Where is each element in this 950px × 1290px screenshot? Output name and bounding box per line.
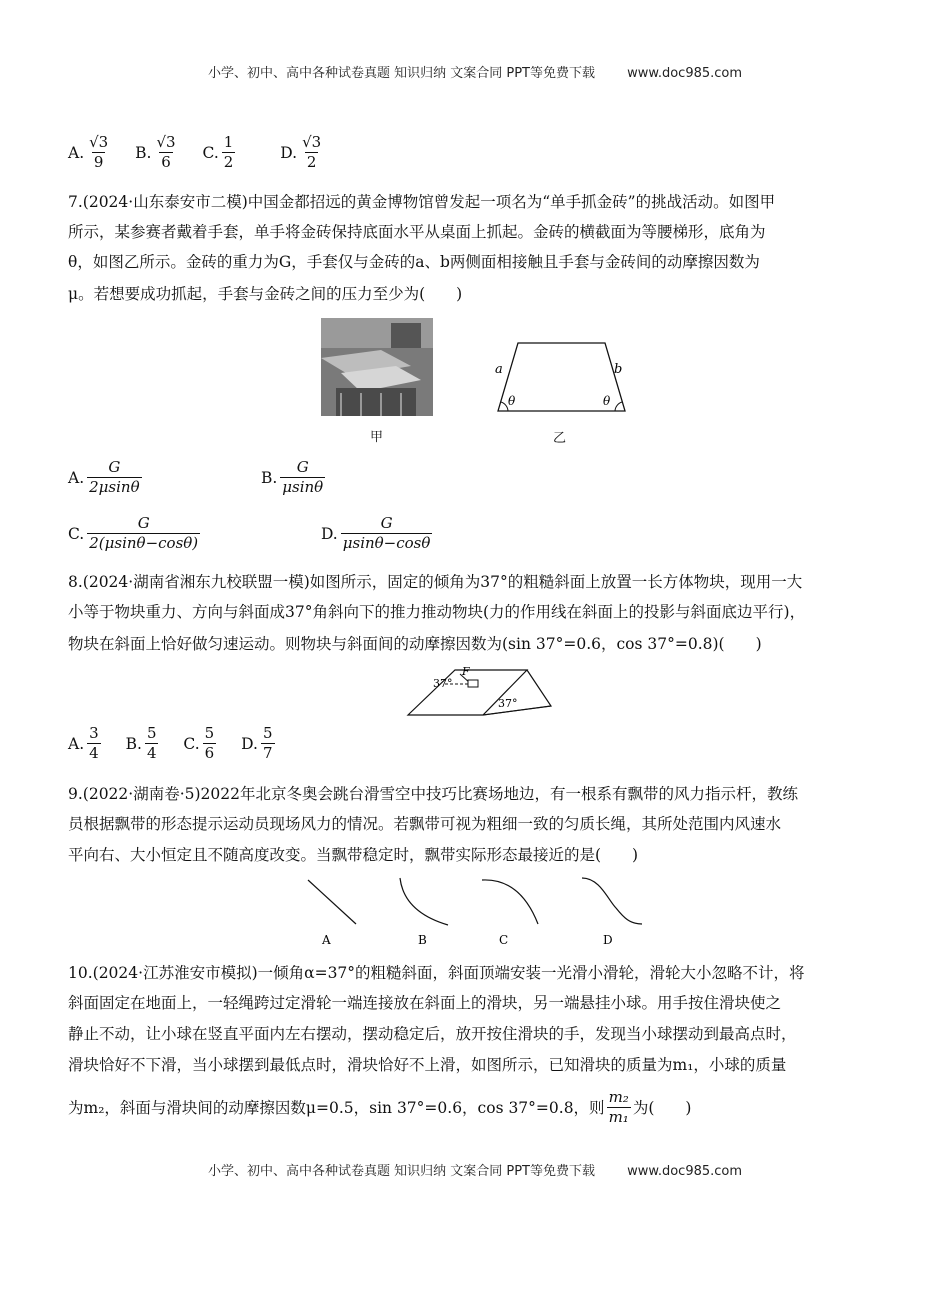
q6-option-a[interactable]: A. $\frac{√3}{9}$ bbox=[68, 133, 109, 171]
footer-text: 小学、初中、高中各种试卷真题 知识归纳 文案合同 PPT等免费下载 bbox=[207, 1164, 595, 1179]
q9-label-a[interactable]: A bbox=[322, 933, 331, 947]
q8-force-label: F bbox=[462, 665, 470, 678]
q10-line5-end: 为( ) bbox=[632, 1098, 692, 1117]
q7-option-d[interactable]: D. $\frac{G}{\mu\sin\theta-\cos\theta}$ bbox=[320, 514, 431, 552]
q8-option-d[interactable]: D. $\frac{5}{7}$ bbox=[241, 724, 273, 762]
q9-ribbon-options bbox=[300, 872, 650, 952]
q7-options-row2 bbox=[68, 516, 452, 551]
q10-stem-line4: 滑块恰好不下滑，当小球摆到最低点时，滑块恰好不上滑，如图所示，已知滑块的质量为m₁，小球的质量 bbox=[68, 1056, 787, 1074]
q7-stem-line3: θ，如图乙所示。金砖的重力为G，手套仅与金砖的a、b两侧面相接触且手套与金砖间的动摩擦因数为 bbox=[68, 253, 760, 271]
header-site-link[interactable]: www.doc985.com bbox=[627, 66, 743, 81]
q9-ribbon-a bbox=[308, 880, 356, 924]
q10-stem-line5 bbox=[68, 1090, 691, 1125]
q7-side-a-label: a bbox=[495, 362, 503, 377]
page-footer bbox=[0, 1160, 950, 1179]
header-text: 小学、初中、高中各种试卷真题 知识归纳 文案合同 PPT等免费下载 bbox=[207, 66, 595, 81]
q7-stem-line1: 7.(2024·山东泰安市二模)中国金都招远的黄金博物馆曾发起一项名为“单手抓金砖”的挑战活动。如图甲 bbox=[68, 193, 776, 211]
q8-angle-label-force: 37° bbox=[433, 677, 453, 690]
q9-ribbon-b bbox=[400, 878, 448, 925]
q8-angle-label-incline: 37° bbox=[498, 697, 518, 710]
q7-trapezoid-diagram bbox=[490, 335, 640, 420]
q8-stem-line1: 8.(2024·湖南省湘东九校联盟一模)如图所示，固定的倾角为37°的粗糙斜面上放置一长方体物块，现用一大 bbox=[68, 573, 803, 591]
q7-option-c[interactable]: C. $\frac{G}{2(\mu\sin\theta-\cos\theta)}$ bbox=[68, 514, 199, 552]
q7-figure-label-jia: 甲 bbox=[370, 430, 384, 445]
q9-stem-line2: 员根据飘带的形态提示运动员现场风力的情况。若飘带可视为粗细一致的匀质长绳，其所处范围内风速水 bbox=[68, 815, 782, 833]
q7-side-b-label: b bbox=[614, 362, 623, 377]
q9-ribbon-d bbox=[582, 878, 642, 924]
q7-figure-label-yi: 乙 bbox=[553, 431, 567, 446]
q10-mass-ratio: $\frac{\text{m₂}}{\text{m₁}}$ bbox=[608, 1088, 629, 1126]
q9-label-d[interactable]: D bbox=[603, 933, 613, 947]
q6-option-d[interactable]: D. $\frac{√3}{2}$ bbox=[280, 133, 322, 171]
q6-option-c[interactable]: C. $\frac{1}{2}$ bbox=[202, 133, 234, 171]
q6-options bbox=[68, 135, 343, 170]
q8-stem-line3: 物块在斜面上恰好做匀速运动。则物块与斜面间的动摩擦因数为(sin 37°=0.6，cos 37°=0.8)( ) bbox=[68, 635, 762, 653]
page-header bbox=[0, 62, 950, 81]
q6-option-b[interactable]: B. $\frac{√3}{6}$ bbox=[135, 133, 176, 171]
q7-angle-right: θ bbox=[603, 394, 611, 408]
q9-stem-line1: 9.(2022·湖南卷·5)2022年北京冬奥会跳台滑雪空中技巧比赛场地边，有一根系有飘带的风力指示杆，教练 bbox=[68, 785, 798, 803]
q10-stem-line1: 10.(2024·江苏淮安市模拟)一倾角α=37°的粗糙斜面，斜面顶端安装一光滑小滑轮，滑轮大小忽略不计，将 bbox=[68, 964, 805, 982]
q8-option-c[interactable]: C. $\frac{5}{6}$ bbox=[183, 724, 215, 762]
q7-stem-line2: 所示，某参赛者戴着手套，单手将金砖保持底面水平从桌面上抓起。金砖的横截面为等腰梯形，底角为 bbox=[68, 223, 766, 241]
q8-stem-line2: 小等于物块重力、方向与斜面成37°角斜向下的推力推动物块(力的作用线在斜面上的投影与斜面底边平行)， bbox=[68, 603, 806, 621]
q9-label-c[interactable]: C bbox=[499, 933, 509, 947]
q9-label-b[interactable]: B bbox=[418, 933, 427, 947]
q7-angle-left: θ bbox=[508, 394, 516, 408]
q10-stem-line3: 静止不动，让小球在竖直平面内左右摆动，摆动稳定后，放开按住滑块的手，发现当小球摆动到最高点时， bbox=[68, 1025, 797, 1043]
q10-line5-text: 为m₂，斜面与滑块间的动摩擦因数μ=0.5，sin 37°=0.6，cos 37°=0.8，则 bbox=[68, 1098, 605, 1117]
q7-photo-gold-brick bbox=[321, 318, 433, 416]
q8-incline-diagram bbox=[405, 660, 555, 718]
q7-options-row1 bbox=[68, 460, 345, 495]
q8-option-b[interactable]: B. $\frac{5}{4}$ bbox=[125, 724, 157, 762]
q10-stem-line2: 斜面固定在地面上，一轻绳跨过定滑轮一端连接放在斜面上的滑块，另一端悬挂小球。用手按住滑块使之 bbox=[68, 994, 782, 1012]
q8-option-a[interactable]: A. $\frac{3}{4}$ bbox=[68, 724, 99, 762]
q7-stem-line4: μ。若想要成功抓起，手套与金砖之间的压力至少为( ) bbox=[68, 285, 463, 303]
q9-stem-line3: 平向右、大小恒定且不随高度改变。当飘带稳定时，飘带实际形态最接近的是( ) bbox=[68, 846, 639, 864]
q9-ribbon-c bbox=[482, 880, 538, 924]
q8-options bbox=[68, 726, 295, 761]
footer-site-link[interactable]: www.doc985.com bbox=[627, 1164, 743, 1179]
q7-option-a[interactable]: A. $\frac{G}{2\mu\sin\theta}$ bbox=[68, 458, 140, 496]
q7-option-b[interactable]: B. $\frac{G}{\mu\sin\theta}$ bbox=[260, 458, 324, 496]
